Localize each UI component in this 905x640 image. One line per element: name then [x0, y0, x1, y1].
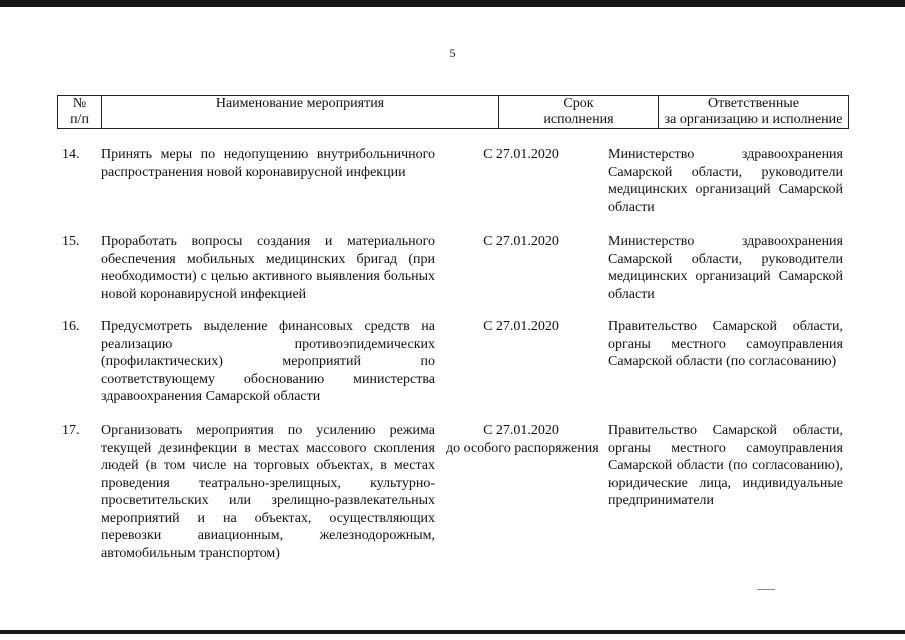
separator-line [757, 589, 775, 590]
deadline: С 27.01.2020 [483, 319, 559, 334]
responsible: Правительство Самарской области, органы местного самоуправления Самарской области (по согласованию) [608, 319, 843, 369]
header-name: Наименование мероприятия [102, 96, 499, 128]
row-number: 17. [62, 423, 80, 438]
responsible: Министерство здравоохранения Самарской области, руководители медицинских организаций Самарской области [608, 234, 843, 302]
table-header [57, 95, 849, 129]
deadline: С 27.01.2020 [483, 147, 559, 162]
row-number: 16. [62, 319, 80, 334]
responsible: Правительство Самарской области, органы местного самоуправления Самарской области (по согласованию), юридические лица, индивидуальные предприниматели [608, 423, 843, 508]
header-responsible: Ответственные за организацию и исполнение [664, 96, 843, 127]
deadline: С 27.01.2020 [483, 234, 559, 249]
measure-name: Проработать вопросы создания и материального обеспечения мобильных медицинских бригад (при необходимости) с целью активного выявления больных новой коронавирусной инфекцией [101, 234, 435, 302]
header-term: Срок исполнения [499, 96, 659, 128]
measure-name: Предусмотреть выделение финансовых средств на реализацию противоэпидемических (профилактических) мероприятий по соответствующему обоснованию министерства здравоохранения Самарской области [101, 319, 435, 404]
deadline: С 27.01.2020 до особого распоряжения [446, 423, 599, 456]
scan-border-top [0, 0, 905, 7]
scan-border-bottom [0, 630, 905, 634]
row-number: 14. [62, 147, 80, 162]
row-number: 15. [62, 234, 80, 249]
header-num: № п/п [58, 96, 102, 128]
measure-name: Организовать мероприятия по усилению режима текущей дезинфекции в местах массового скопления людей (в том числе на торговых объектах, в местах проведения театрально-зрелищных, культурно-просветительских или зрелищно-развлекательных мероприятий и на объектах, осуществляющих перевозки авиационным, железнодорожным, автомобильным транспортом) [101, 423, 435, 561]
page-number: 5 [449, 46, 456, 60]
measure-name: Принять меры по недопущению внутрибольничного распространения новой коронавирусной инфекции [101, 147, 435, 180]
responsible: Министерство здравоохранения Самарской области, руководители медицинских организаций Самарской области [608, 147, 843, 215]
